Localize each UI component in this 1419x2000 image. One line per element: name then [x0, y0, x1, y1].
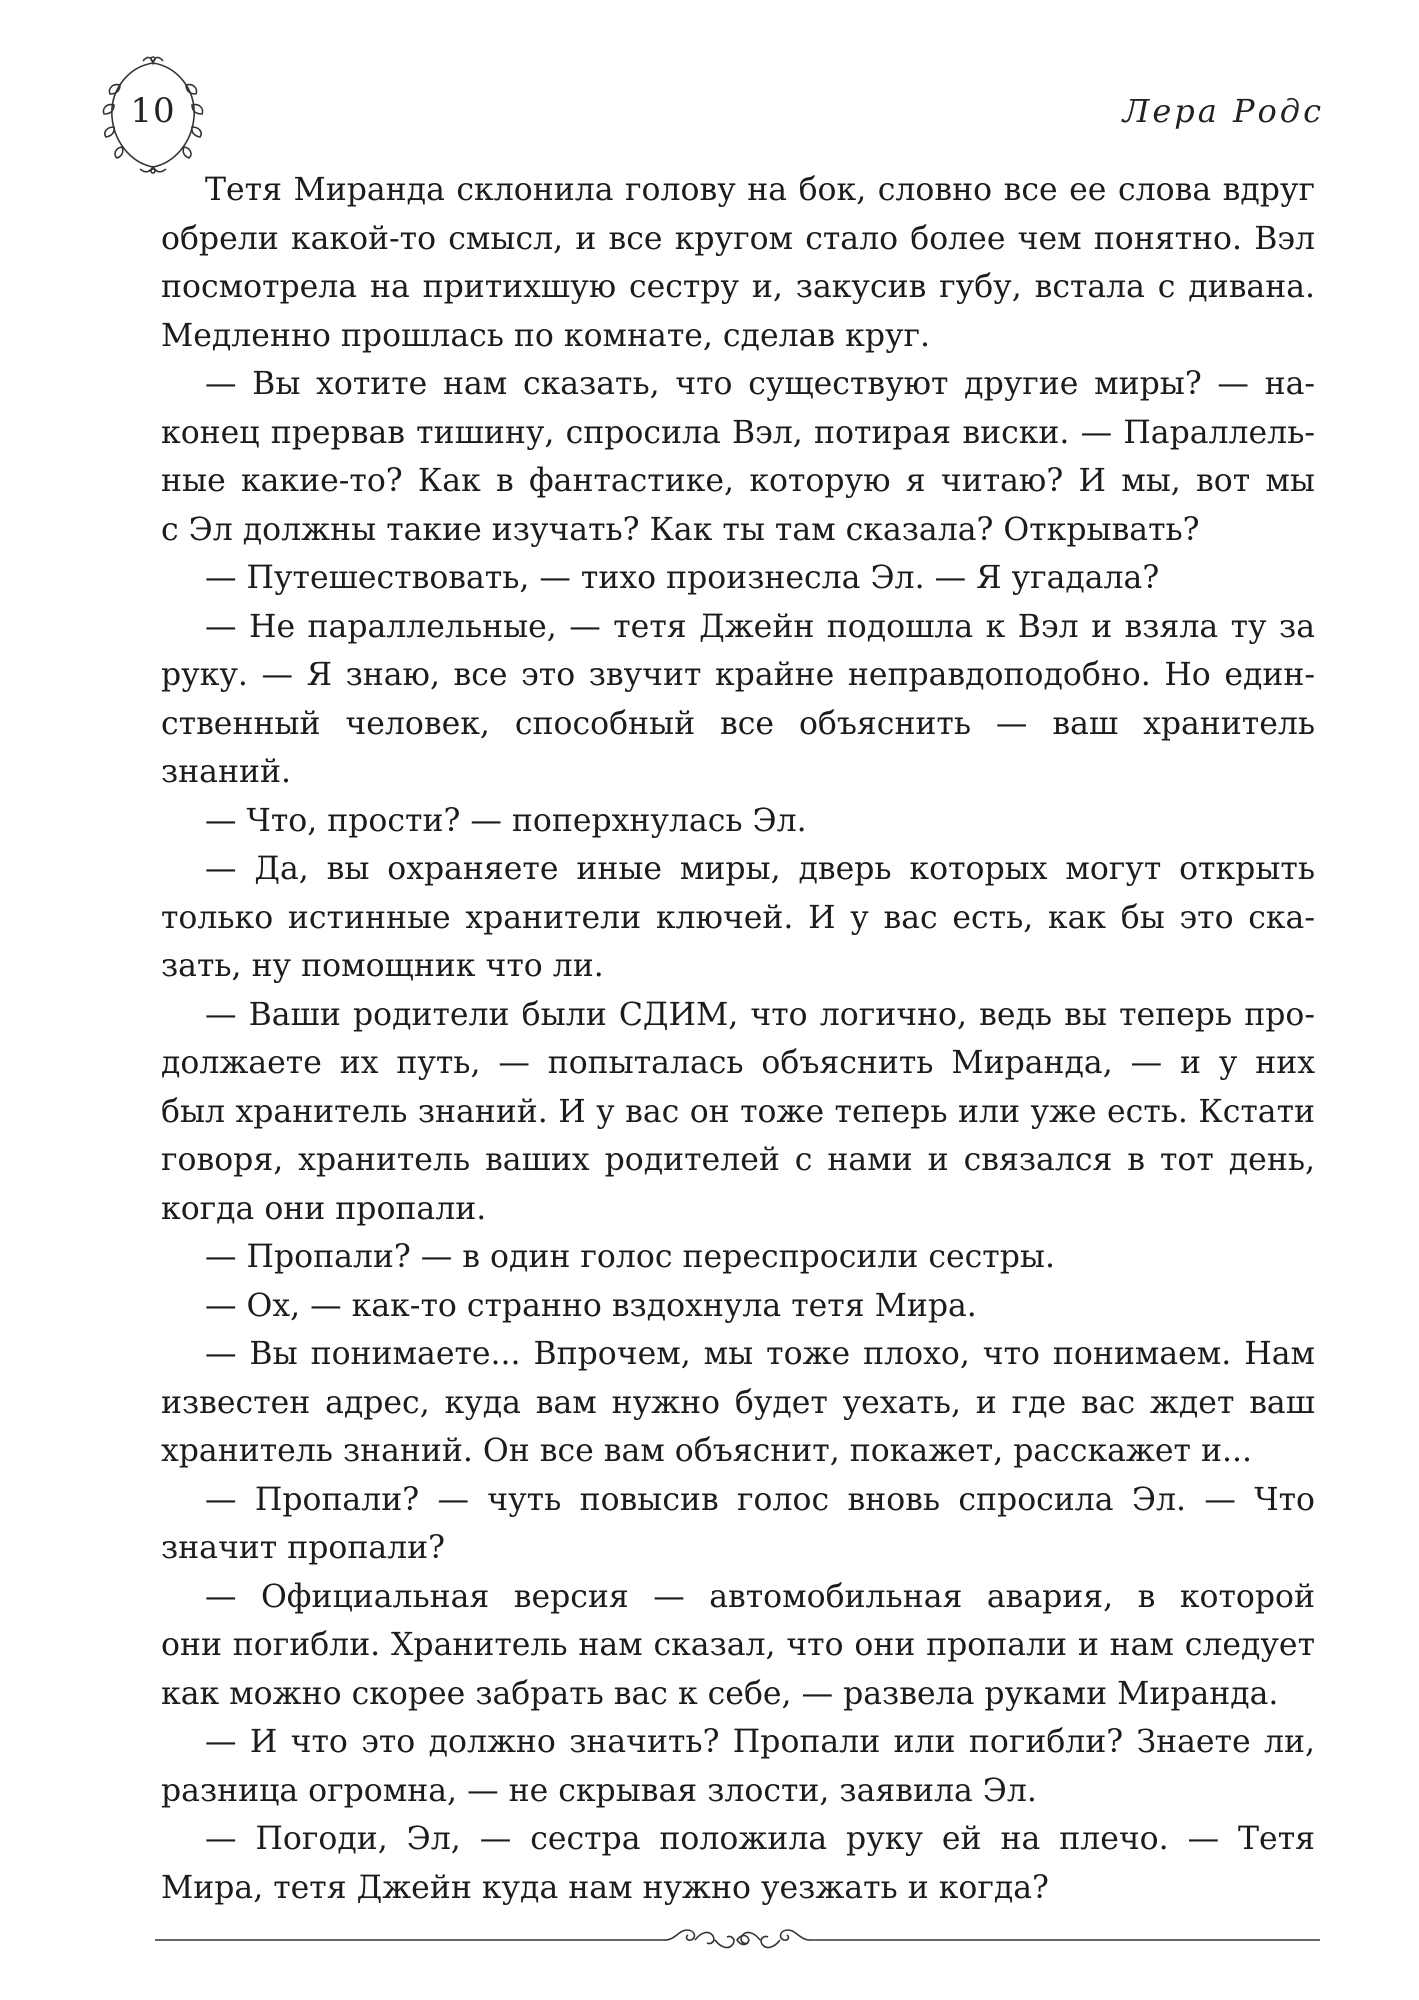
text-line: — Вы хотите нам сказать, что существуют другие миры? — на-: [205, 366, 1315, 402]
text-line: когда они пропали.: [161, 1190, 487, 1227]
text-line: Медленно прошлась по комнате, сделав круг.: [161, 317, 931, 354]
text-line: — Погоди, Эл, — сестра положила руку ей на плечо. — Тетя: [205, 1821, 1315, 1857]
text-line: значит пропали?: [161, 1530, 446, 1566]
text-line: — Пропали? — в один голос переспросили сестры.: [205, 1239, 1055, 1275]
text-line: — Вы понимаете... Впрочем, мы тоже плохо, что понимаем. Нам: [205, 1336, 1315, 1372]
text-line: хранитель знаний. Он все вам объяснит, покажет, расскажет и...: [161, 1433, 1253, 1469]
text-line: посмотрела на притихшую сестру и, закусив губу, встала с дивана.: [161, 269, 1315, 305]
body-text: [161, 166, 1315, 1912]
text-line: руку. — Я знаю, все это звучит крайне неправдоподобно. Но един-: [161, 657, 1315, 693]
text-line: был хранитель знаний. И у вас он тоже теперь или уже есть. Кстати: [161, 1093, 1315, 1130]
text-line: — И что это должно значить? Пропали или погибли? Знаете ли,: [205, 1724, 1315, 1760]
text-line: с Эл должны такие изучать? Как ты там сказала? Открывать?: [161, 511, 1200, 548]
text-line: — Что, прости? — поперхнулась Эл.: [205, 802, 807, 839]
text-line: — Ох, — как-то странно вздохнула тетя Мира.: [205, 1287, 977, 1324]
text-line: они погибли. Хранитель нам сказал, что они пропали и нам следует: [161, 1627, 1315, 1663]
text-line: — Да, вы охраняете иные миры, дверь которых могут открыть: [205, 851, 1315, 887]
text-line: ственный человек, способный все объяснить — ваш хранитель: [161, 705, 1315, 742]
text-line: — Ваши родители были СДИМ, что логично, ведь вы теперь про-: [205, 996, 1315, 1033]
page-number: 10: [130, 91, 176, 131]
text-line: — Не параллельные, — тетя Джейн подошла к Вэл и взяла ту за: [205, 608, 1315, 645]
page-number-frame: [98, 55, 208, 175]
text-line: говоря, хранитель ваших родителей с нами и связался в тот день,: [161, 1142, 1315, 1178]
text-line: известен адрес, куда вам нужно будет уехать, и где вас ждет ваш: [161, 1384, 1315, 1421]
text-line: только истинные хранители ключей. И у вас есть, как бы это ска-: [161, 899, 1315, 936]
text-line: — Официальная версия — автомобильная авария, в которой: [205, 1578, 1315, 1615]
text-line: обрели какой-то смысл, и все кругом стало более чем понятно. Вэл: [161, 220, 1315, 257]
text-line: разница огромна, — не скрывая злости, заявила Эл.: [161, 1772, 1037, 1809]
text-line: Мира, тетя Джейн куда нам нужно уезжать и когда?: [161, 1869, 1049, 1906]
text-line: конец прервав тишину, спросила Вэл, потирая виски. — Параллель-: [161, 414, 1315, 451]
text-line: Тетя Миранда склонила голову на бок, словно все ее слова вдруг: [205, 172, 1315, 208]
text-line: ные какие-то? Как в фантастике, которую я читаю? И мы, вот мы: [161, 463, 1315, 499]
text-line: — Путешествовать, — тихо произнесла Эл. — Я угадала?: [205, 560, 1160, 596]
text-line: — Пропали? — чуть повысив голос вновь спросила Эл. — Что: [205, 1481, 1315, 1518]
running-head: Лера Родс: [1122, 92, 1324, 130]
text-line: должаете их путь, — попыталась объяснить Миранда, — и у них: [161, 1045, 1315, 1081]
footer-ornament-icon: [155, 1920, 1320, 1960]
text-line: зать, ну помощник что ли.: [161, 948, 604, 984]
text-line: знаний.: [161, 754, 291, 790]
text-line: как можно скорее забрать вас к себе, — развела руками Миранда.: [161, 1675, 1279, 1712]
page-header: [0, 0, 1419, 170]
